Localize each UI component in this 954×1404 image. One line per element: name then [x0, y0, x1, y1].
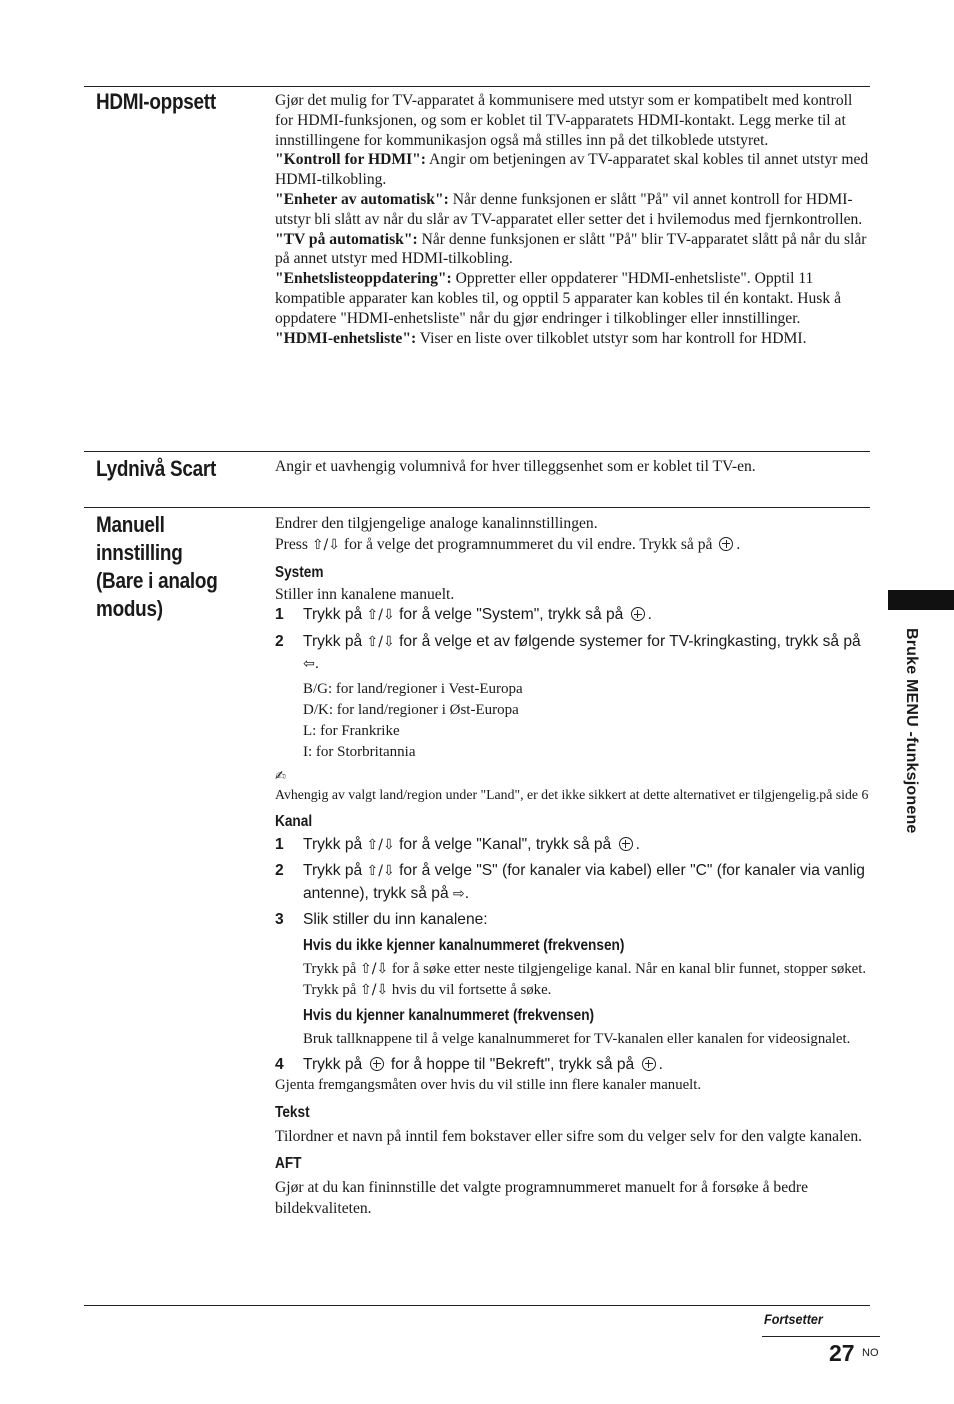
page-number: 27	[829, 1340, 855, 1366]
up-down-arrow-icon: ⇧/⇩	[360, 981, 389, 998]
subheading-unknown-frequency: Hvis du ikke kjenner kanalnummeret (frekvensen)	[303, 936, 625, 954]
footer-rule	[762, 1336, 880, 1337]
hdmi-item: "Enhetslisteoppdatering": Oppretter eller oppdaterer "HDMI-enhetsliste". Opptil 11 kompatible apparater kan kobles til, og opptil 5 apparater kan kobles til én kontakt. Husk å oppdatere "HDMI-enhetsliste" når du gjør endringer i tilkoblinger eller innstillinger.	[275, 270, 841, 327]
section-tab-marker	[888, 590, 954, 610]
divider	[84, 507, 870, 508]
up-down-arrow-icon: ⇧/⇩	[366, 607, 395, 624]
section-body-hdmi	[275, 91, 869, 348]
manuell-press: Press ⇧/⇩ for å velge det programnummeret du vil endre. Trykk så på .	[275, 535, 741, 553]
subheading-system: System	[275, 563, 324, 581]
repeat-text: Gjenta fremgangsmåten over hvis du vil stille inn flere kanaler manuelt.	[275, 1077, 702, 1094]
divider	[84, 451, 870, 452]
step-item: 4 Trykk på for å hoppe til "Bekreft", trykk så på .	[275, 1055, 663, 1073]
subheading-known-frequency: Hvis du kjenner kanalnummeret (frekvensen)	[303, 1006, 595, 1024]
step-item: 3 Slik stiller du inn kanalene:	[275, 911, 488, 929]
tekst-text: Tilordner et navn på inntil fem bokstaver eller sifre som du velger selv for den valgte kanalen.	[275, 1128, 863, 1146]
section-body-lydniva	[275, 457, 869, 477]
section-heading-hdmi: HDMI-oppsett	[96, 89, 216, 114]
hdmi-item: "HDMI-enhetsliste": Viser en liste over tilkoblet utstyr som har kontroll for HDMI.	[275, 329, 807, 347]
system-note: Avhengig av valgt land/region under "Land", er det ikke sikkert at dette alternativet er tilgjengelig.på side 6	[275, 786, 869, 802]
continues-label: Fortsetter	[764, 1311, 823, 1327]
system-desc: Stiller inn kanalene manuelt.	[275, 585, 455, 603]
right-arrow-icon: ⇨	[452, 885, 465, 902]
enter-button-icon	[370, 1057, 384, 1071]
subheading-aft: AFT	[275, 1155, 302, 1173]
step-item: 1 Trykk på ⇧/⇩ for å velge "System", trykk så på .	[275, 606, 653, 624]
note-icon: ✍	[275, 768, 286, 784]
up-down-arrow-icon: ⇧/⇩	[366, 836, 395, 853]
known-frequency-text: Bruk tallknappene til å velge kanalnummeret for TV-kanalen eller kanalen for videosignalet.	[303, 1030, 851, 1047]
step-item: 1 Trykk på ⇧/⇩ for å velge "Kanal", trykk så på .	[275, 835, 640, 853]
aft-text: Gjør at du kan fininnstille det valgte programnummeret manuelt for å forsøke å bedre bildekvaliteten.	[275, 1179, 809, 1218]
section-heading-manuell: Manuell innstilling (Bare i analog modus)	[96, 512, 218, 621]
subheading-kanal: Kanal	[275, 812, 313, 830]
bottom-rule	[84, 1305, 870, 1306]
section-heading-lydniva: Lydnivå Scart	[96, 456, 217, 481]
lydniva-text: Angir et uavhengig volumnivå for hver tilleggsenhet som er koblet til TV-en.	[275, 458, 756, 475]
system-option: B/G: for land/regioner i Vest-Europa	[303, 680, 523, 697]
enter-button-icon	[642, 1057, 656, 1071]
enter-button-icon	[719, 537, 733, 551]
step-item: 2 Trykk på ⇧/⇩ for å velge et av følgende systemer for TV-kringkasting, trykk så på ⇦.	[275, 632, 861, 673]
sidebar-section-label: Bruke MENU -funksjonene	[903, 628, 920, 834]
system-option: I: for Storbritannia	[303, 743, 416, 760]
up-down-arrow-icon: ⇧/⇩	[360, 960, 389, 977]
subheading-tekst: Tekst	[275, 1104, 310, 1122]
system-option: L: for Frankrike	[303, 722, 400, 739]
manuell-intro: Endrer den tilgjengelige analoge kanalinnstillingen.	[275, 515, 598, 532]
language-code: NO	[862, 1347, 879, 1359]
section-body-manuell	[275, 514, 869, 1219]
enter-button-icon	[619, 837, 633, 851]
up-down-arrow-icon: ⇧/⇩	[366, 863, 395, 880]
top-rule	[84, 86, 870, 87]
up-down-arrow-icon: ⇧/⇩	[311, 536, 341, 553]
enter-button-icon	[631, 607, 645, 621]
hdmi-intro: Gjør det mulig for TV-apparatet å kommunisere med utstyr som er kompatibelt med kontroll for HDMI-funksjonen, og som er koblet til TV-apparatets HDMI-kontakt. Legg merke til at innstillingene for kommunikasjon også må stilles inn på det tilkoblede utstyret.	[275, 92, 853, 149]
hdmi-item: "TV på automatisk": Når denne funksjonen er slått "På" blir TV-apparatet slått på når du slår på annet utstyr med HDMI-tilkobling.	[275, 230, 867, 268]
step-item: 2 Trykk på ⇧/⇩ for å velge "S" (for kanaler via kabel) eller "C" (for kanaler via vanlig antenne), trykk så på ⇨.	[275, 862, 865, 902]
hdmi-item: "Kontroll for HDMI": Angir om betjeningen av TV-apparatet skal kobles til annet utstyr med HDMI-tilkobling.	[275, 151, 869, 189]
system-options	[275, 679, 869, 763]
left-arrow-icon: ⇦	[303, 656, 315, 673]
system-option: D/K: for land/regioner i Øst-Europa	[303, 701, 519, 718]
up-down-arrow-icon: ⇧/⇩	[366, 633, 395, 650]
unknown-frequency-text: Trykk på ⇧/⇩ for å søke etter neste tilgjengelige kanal. Når en kanal blir funnet, stopper søket. Trykk på ⇧/⇩ hvis du vil fortsette å søke.	[303, 960, 867, 998]
hdmi-item: "Enheter av automatisk": Når denne funksjonen er slått "På" vil annet kontroll for HDMI-utstyr bli slått av når du slår av TV-apparatet eller setter det i hvilemodus med fjernkontrollen.	[275, 190, 863, 228]
